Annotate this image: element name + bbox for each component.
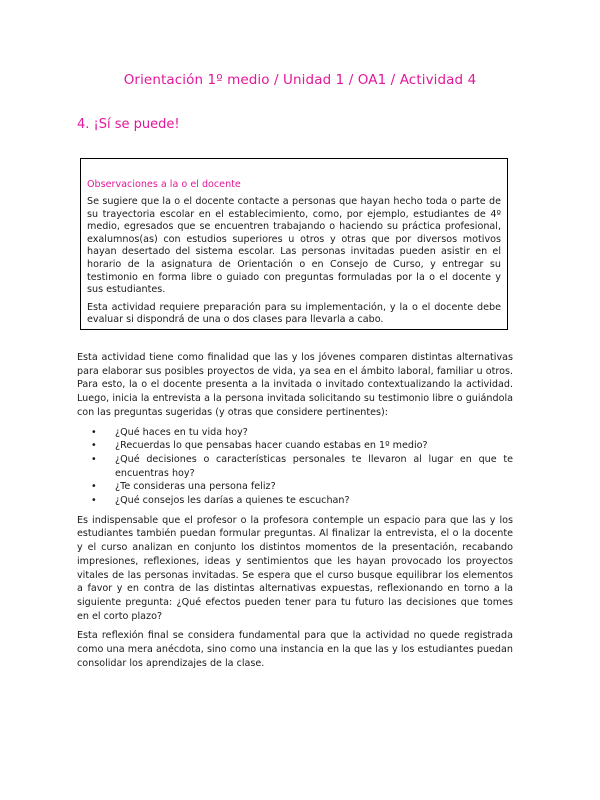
intro-paragraph: Esta actividad tiene como finalidad que las y los jóvenes comparen distintas alternativas para elaborar sus posibles proyectos de vida, ya sea en el ámbito laboral, familiar u otros. Para esto, la o el docente presenta a la invitada o invitado contextualizando la actividad. Luego, inicia la entrevista a la persona invitada solicitando su testimonio libre o guiándola con las preguntas sugeridas (y otras que considere pertinentes): [77,352,513,418]
question-text: ¿Qué decisiones o características personales te llevaron al lugar en que te encuentras hoy? [115,453,513,479]
list-item [77,439,513,453]
questions-list [77,426,513,508]
bullet-icon: • [91,481,97,493]
bullet-icon: • [91,495,97,507]
observations-paragraph: Esta actividad requiere preparación para su implementación, y la o el docente debe evaluar si dispondrá de una o dos clases para llevarla a cabo. [87,301,501,326]
list-item [77,494,513,508]
closing-paragraph: Esta reflexión final se considera fundamental para que la actividad no quede registrada como una mera anécdota, sino como una instancia en la que las y los estudiantes puedan consolidar los aprendizajes de la clase. [77,630,513,669]
observations-box [80,158,508,330]
list-item [77,453,513,480]
observations-title: Observaciones a la o el docente [87,179,241,190]
question-text: ¿Qué consejos les darías a quienes te escuchan? [115,495,350,507]
list-item [77,426,513,440]
question-text: ¿Recuerdas lo que pensabas hacer cuando estabas en 1º medio? [115,440,428,452]
page-header: Orientación 1º medio / Unidad 1 / OA1 / Actividad 4 [123,72,477,88]
list-item [77,480,513,494]
bullet-icon: • [91,440,97,452]
observations-paragraph: Se sugiere que la o el docente contacte a personas que hayan hecho toda o parte de su trayectoria escolar en el establecimiento, como, por ejemplo, estudiantes de 4º medio, egresados que se encuentren trabajando o haciendo su práctica profesional, exalumnos(as) con estudios superiores u otros y otras que por diversos motivos hayan desertado del sistema escolar. Las personas invitadas pueden asistir en el horario de la asignatura de Orientación o en Consejo de Curso, y entregar su testimonio en forma libre o guiado con preguntas formuladas por la o el docente y sus estudiantes. [87,196,501,296]
bullet-icon: • [91,426,97,438]
section-title: 4. ¡Sí se puede! [77,117,180,132]
bullet-icon: • [91,453,97,465]
question-text: ¿Te consideras una persona feliz? [115,481,276,493]
analysis-paragraph: Es indispensable que el profesor o la profesora contemple un espacio para que las y los estudiantes también puedan formular preguntas. Al finalizar la entrevista, el o la docente y el curso analizan en conjunto los distintos momentos de la presentación, recabando impresiones, reflexiones, ideas y sentimientos que les hayan provocado los proyectos vitales de las personas invitadas. Se espera que el curso busque equilibrar los elementos a favor y en contra de las distintas alternativas expuestas, reflexionando en torno a la siguiente pregunta: ¿Qué efectos pueden tener para tu futuro las decisiones que tomes en el corto plazo? [77,514,513,622]
question-text: ¿Qué haces en tu vida hoy? [115,426,248,438]
main-content [77,351,513,676]
